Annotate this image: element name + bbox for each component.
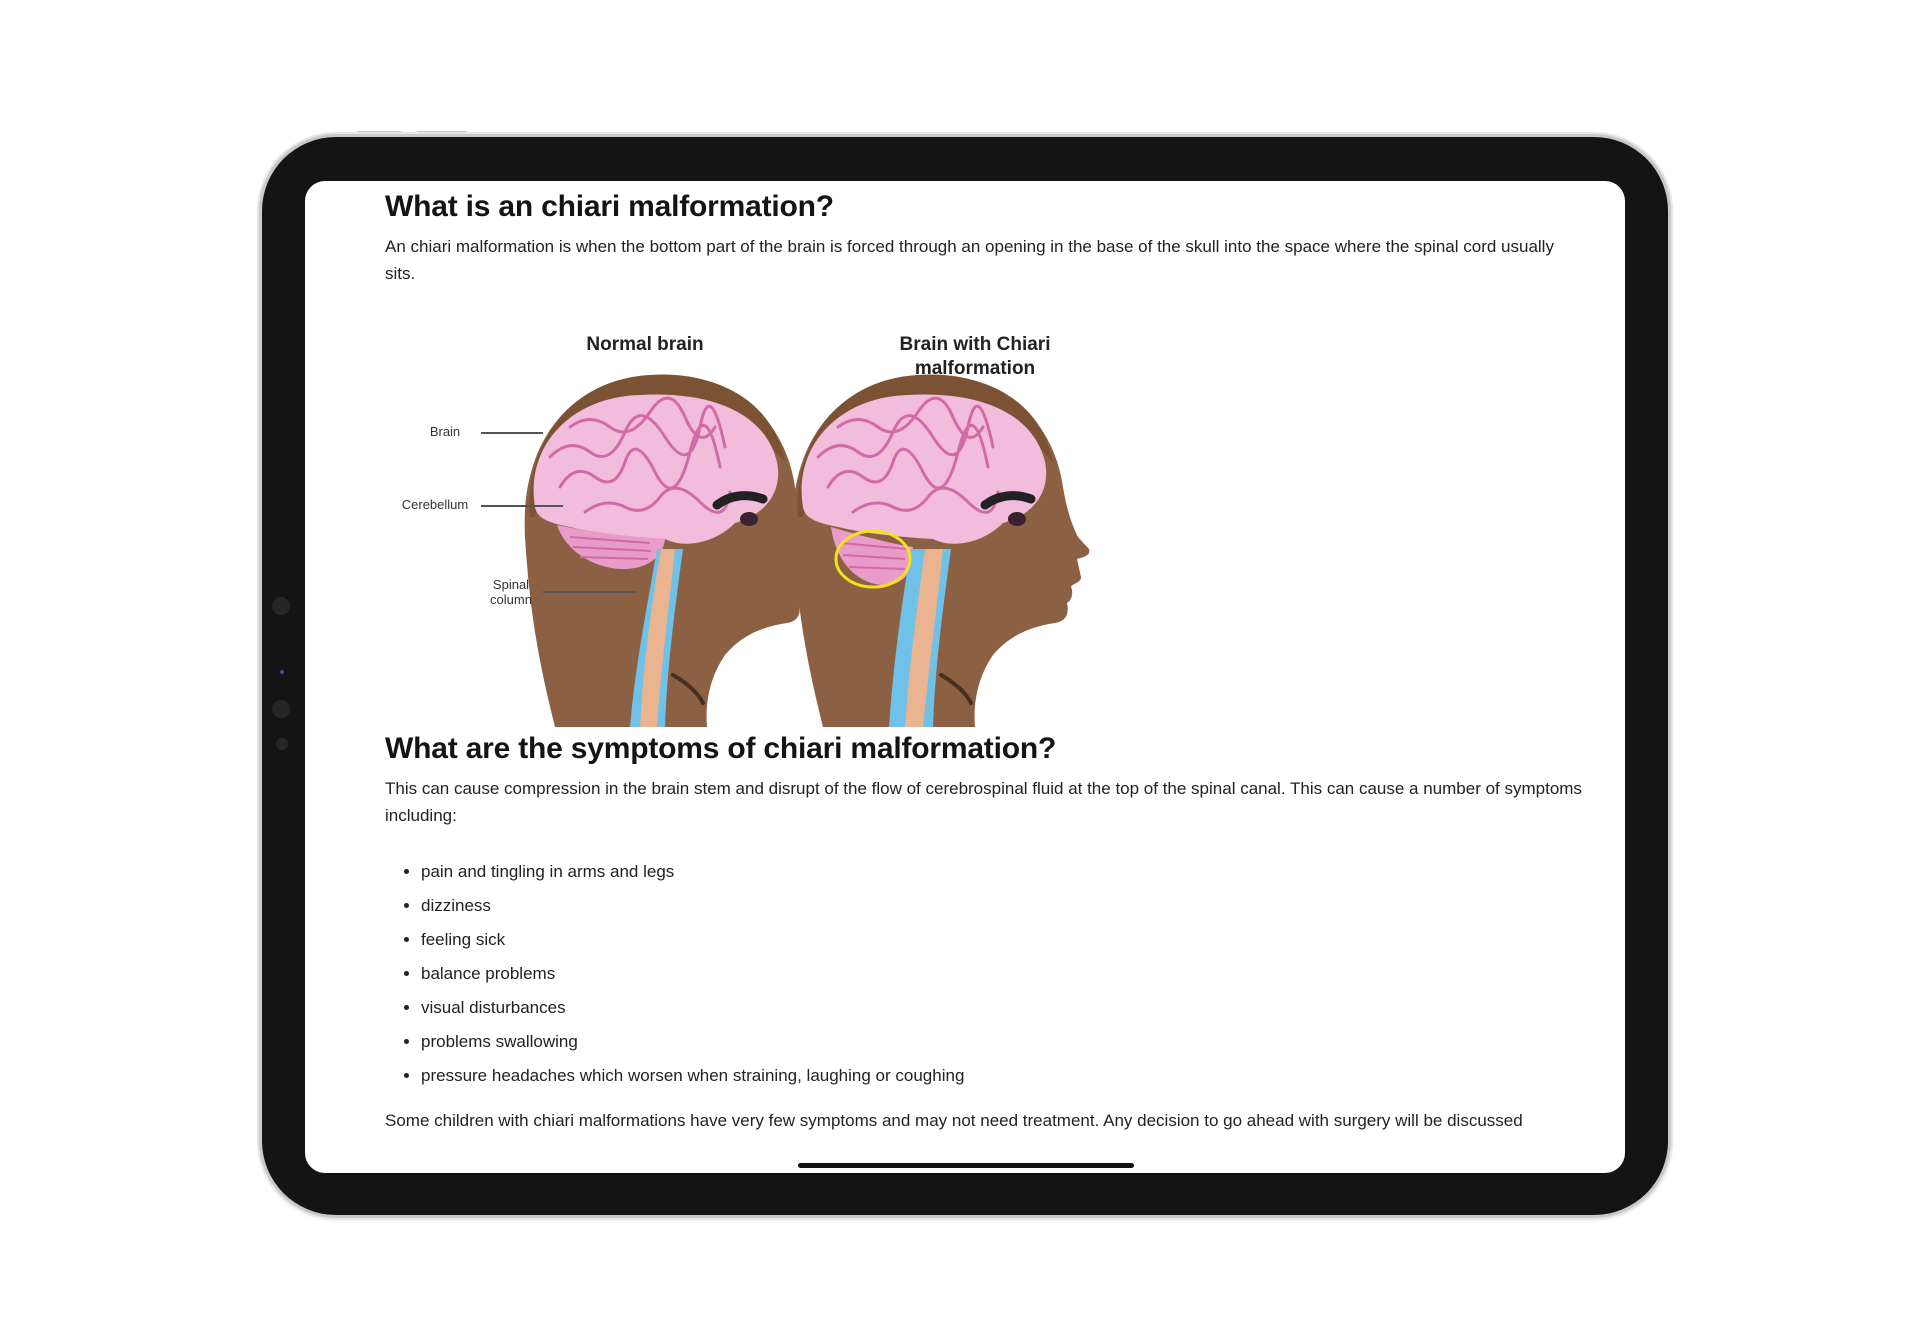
- indicator-light-icon: [280, 670, 284, 674]
- list-item: • feeling sick: [421, 923, 1585, 957]
- section-intro-symptoms: This can cause compression in the brain stem and disrupt of the flow of cerebrospinal fluid at the top of the spinal canal. This can cause a number of symptoms including:: [385, 779, 1582, 825]
- symptoms-list: [385, 855, 1585, 1093]
- label-spinal-line2: column: [490, 592, 532, 607]
- home-indicator[interactable]: [798, 1163, 1134, 1168]
- label-cerebellum: Cerebellum: [401, 497, 469, 512]
- closing-paragraph: [385, 1107, 1585, 1134]
- chiari-title-line1: Brain with Chiari: [899, 334, 1051, 355]
- sensor-dot-icon: [276, 738, 288, 750]
- sensor-icon: [272, 700, 290, 718]
- list-item: • balance problems: [421, 957, 1585, 991]
- list-item: • dizziness: [421, 889, 1585, 923]
- list-item: • visual disturbances: [421, 991, 1585, 1025]
- camera-icon: [272, 597, 290, 615]
- brain-illustration: [385, 287, 1585, 729]
- tablet-screen[interactable]: [305, 181, 1625, 1173]
- article-content: [385, 187, 1585, 1134]
- leader-spinal: [543, 591, 635, 593]
- normal-head-illustration: [525, 374, 822, 727]
- label-spinal-column: [483, 577, 539, 607]
- list-item: • pain and tingling in arms and legs: [421, 855, 1585, 889]
- closing-text-before: Some children with chiari malformations have very: [385, 1111, 769, 1130]
- leader-cerebellum: [481, 505, 563, 507]
- chiari-title-line2: malformation: [914, 358, 1036, 379]
- section-heading-symptoms: What are the symptoms of chiari malformation?: [385, 732, 1057, 765]
- normal-brain-title: Normal brain: [586, 334, 704, 355]
- few-symptoms-link[interactable]: few symptoms and may not need treatment: [768, 1111, 1095, 1130]
- leader-brain: [481, 432, 543, 434]
- section-heading-what-is: What is an chiari malformation?: [385, 190, 834, 223]
- closing-text-after: . Any decision to go ahead with surgery will be discussed: [1094, 1111, 1523, 1130]
- brain-comparison-figure: [385, 287, 1585, 729]
- list-item: • problems swallowing: [421, 1025, 1585, 1059]
- chiari-head-illustration: [793, 374, 1090, 727]
- label-spinal-line1: Spinal: [492, 577, 530, 592]
- label-brain: Brain: [429, 424, 461, 439]
- section-intro-what-is: An chiari malformation is when the bottom part of the brain is forced through an opening in the base of the skull into the space where the spinal cord usually sits.: [385, 237, 1554, 283]
- list-item: • pressure headaches which worsen when straining, laughing or coughing: [421, 1059, 1585, 1093]
